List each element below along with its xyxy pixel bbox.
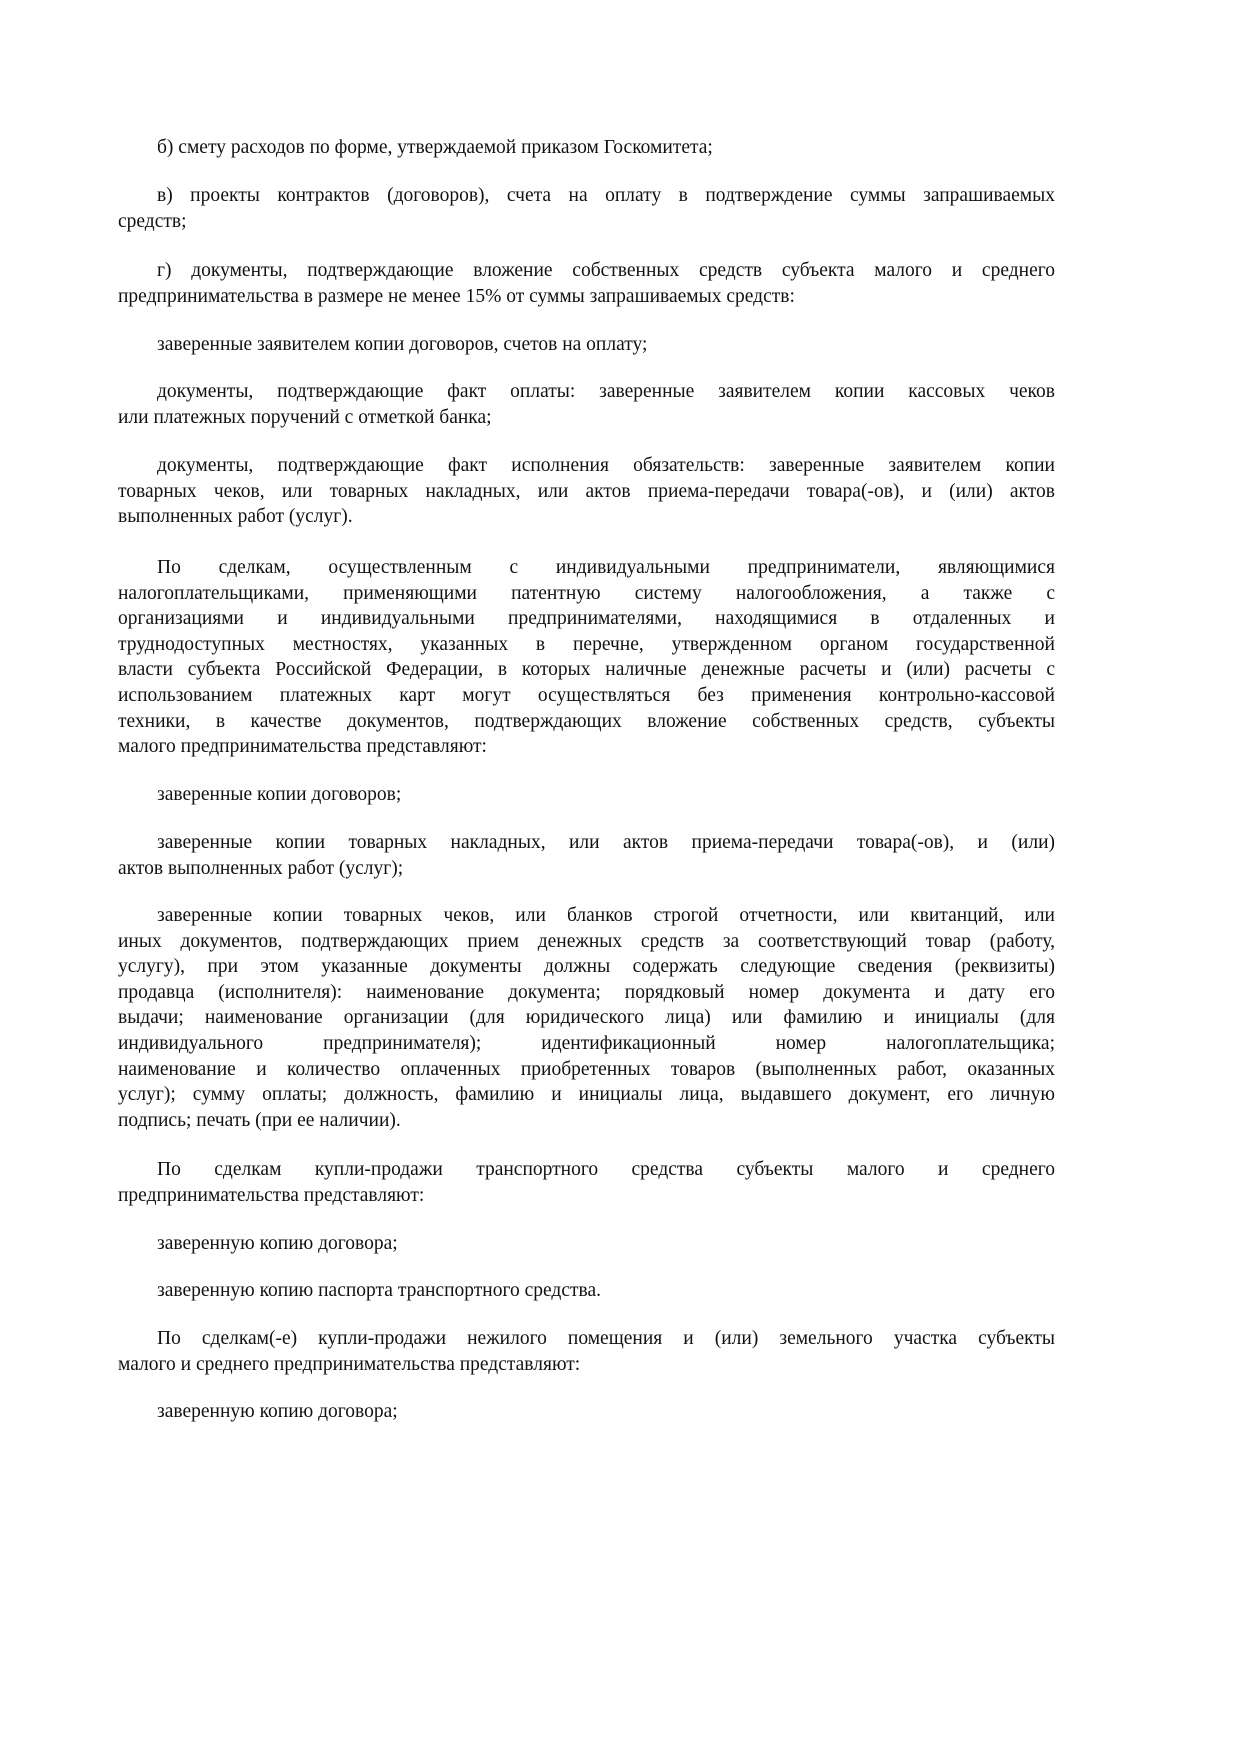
text-line: продавца (исполнителя): наименование документа; порядковый номер документа и дату его — [118, 981, 1055, 1003]
text-line: По сделкам, осуществленным с индивидуальными предприниматели, являющимися — [157, 557, 1055, 578]
text-line: малого предпринимательства представляют: — [118, 736, 487, 758]
text-line: предпринимательства представляют: — [118, 1184, 425, 1206]
text-line: индивидуального предпринимателя); идентификационный номер налогоплательщика; — [118, 1032, 1055, 1054]
text-line: заверенные копии товарных чеков, или бланков строгой отчетности, или квитанций, или — [157, 905, 1055, 926]
text-line: заверенную копию договора; — [157, 1233, 398, 1254]
paragraph — [118, 1326, 1055, 1377]
text-line: По сделкам купли-продажи транспортного средства субъекты малого и среднего — [157, 1159, 1055, 1180]
text-line: подпись; печать (при ее наличии). — [118, 1109, 401, 1131]
text-line: труднодоступных местностях, указанных в перечне, утвержденном органом государственной — [118, 633, 1055, 655]
text-line: организациями и индивидуальными предпринимателями, находящимися в отдаленных и — [118, 608, 1055, 630]
paragraph — [118, 1231, 1055, 1257]
text-line: заверенные заявителем копии договоров, счетов на оплату; — [157, 334, 648, 355]
text-line: актов выполненных работ (услуг); — [118, 857, 404, 879]
text-line: товарных чеков, или товарных накладных, или актов приема-передачи товара(-ов), и (или) актов — [118, 480, 1055, 502]
text-line: документы, подтверждающие факт исполнения обязательств: заверенные заявителем копии — [157, 455, 1055, 476]
paragraph — [118, 135, 1055, 161]
text-line: документы, подтверждающие факт оплаты: заверенные заявителем копии кассовых чеков — [157, 381, 1055, 402]
paragraph — [118, 453, 1055, 530]
text-line: в) проекты контрактов (договоров), счета на оплату в подтверждение суммы запрашиваемых — [157, 185, 1055, 206]
text-line: налогоплательщиками, применяющими патентную систему налогообложения, а также с — [118, 582, 1055, 604]
text-line: заверенные копии договоров; — [157, 784, 402, 805]
paragraph — [118, 1399, 1055, 1425]
text-line: малого и среднего предпринимательства представляют: — [118, 1353, 581, 1375]
paragraph — [118, 1157, 1055, 1208]
text-line: предпринимательства в размере не менее 15% от суммы запрашиваемых средств: — [118, 285, 795, 307]
paragraph — [118, 332, 1055, 358]
paragraph — [118, 379, 1055, 430]
text-line: выдачи; наименование организации (для юридического лица) или фамилию и инициалы (для — [118, 1007, 1055, 1029]
paragraph — [118, 183, 1055, 234]
paragraph — [118, 258, 1055, 309]
text-line: услуг); сумму оплаты; должность, фамилию и инициалы лица, выдавшего документ, его личную — [118, 1084, 1055, 1106]
text-line: иных документов, подтверждающих прием денежных средств за соответствующий товар (работу, — [118, 930, 1055, 952]
text-line: власти субъекта Российской Федерации, в которых наличные денежные расчеты и (или) расчеты с — [118, 659, 1055, 681]
text-line: заверенные копии товарных накладных, или актов приема-передачи товара(-ов), и (или) — [157, 832, 1055, 853]
text-line: б) смету расходов по форме, утверждаемой приказом Госкомитета; — [157, 137, 713, 158]
text-line: заверенную копию паспорта транспортного средства. — [157, 1280, 601, 1301]
text-line: техники, в качестве документов, подтверждающих вложение собственных средств, субъекты — [118, 710, 1055, 732]
text-line: выполненных работ (услуг). — [118, 506, 353, 528]
text-line: использованием платежных карт могут осуществляться без применения контрольно-кассовой — [118, 684, 1055, 706]
text-line: наименование и количество оплаченных приобретенных товаров (выполненных работ, оказанных — [118, 1058, 1055, 1080]
paragraph — [118, 830, 1055, 881]
text-line: услугу), при этом указанные документы должны содержать следующие сведения (реквизиты) — [118, 956, 1055, 978]
text-line: средств; — [118, 210, 187, 232]
text-line: г) документы, подтверждающие вложение собственных средств субъекта малого и среднего — [157, 260, 1055, 281]
text-line: или платежных поручений с отметкой банка; — [118, 406, 492, 428]
paragraph — [118, 555, 1055, 760]
paragraph — [118, 903, 1055, 1133]
text-line: По сделкам(-е) купли-продажи нежилого помещения и (или) земельного участка субъекты — [157, 1328, 1055, 1349]
paragraph — [118, 1278, 1055, 1304]
paragraph — [118, 782, 1055, 808]
text-line: заверенную копию договора; — [157, 1401, 398, 1422]
